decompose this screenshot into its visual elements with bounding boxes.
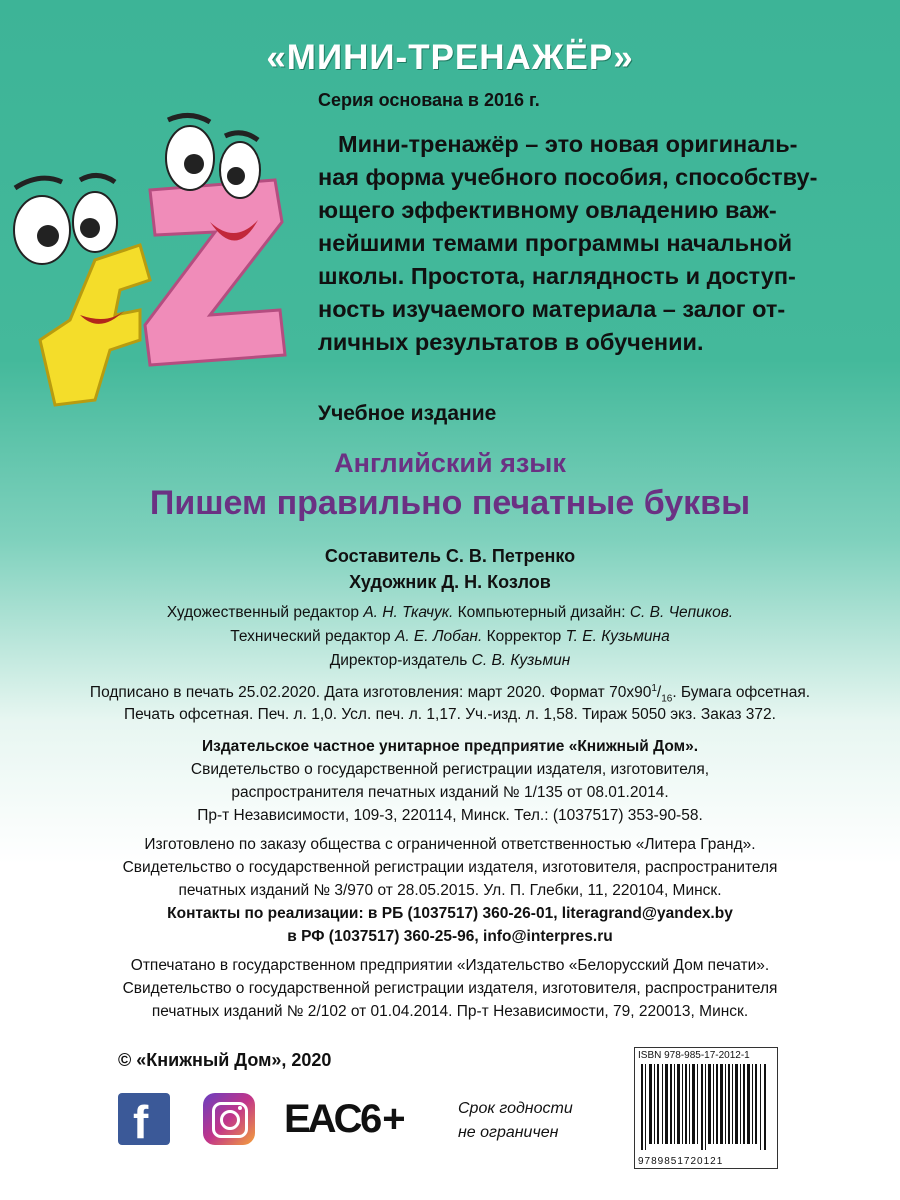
book-title: Пишем правильно печатные буквы [149, 484, 751, 522]
format-superscript: 1 [651, 683, 657, 694]
art-editor-name: А. Н. Ткачук. [363, 604, 454, 621]
publisher-line: Издательское частное унитарное предприятие «Книжный Дом». [201, 738, 698, 755]
print-info-text: Подписано в печать 25.02.2020. Дата изготовления: март 2020. Формат 70x90 [89, 684, 652, 702]
shelf-life [458, 1097, 573, 1145]
letter-characters-illustration [0, 110, 310, 410]
manufacturer-line: печатных изданий № 3/970 от 28.05.2015. Ул. П. Глебки, 11, 220104, Минск. [178, 882, 722, 899]
print-info-text-end: . Бумага офсетная. [672, 684, 811, 702]
manufacturer-line: Изготовлено по заказу общества с ограниченной ответственностью «Литера Гранд». [144, 836, 756, 853]
print-info-line-2: Печать офсетная. Печ. л. 1,0. Усл. печ. л. 1,17. Уч.-изд. л. 1,58. Тираж 5050 экз. Заказ 372. [124, 706, 776, 723]
design-name: С. В. Чепиков. [629, 604, 734, 621]
series-title: «МИНИ-ТРЕНАЖЁР» [266, 38, 634, 77]
intro-paragraph [318, 128, 854, 359]
subject-title: Английский язык [334, 448, 566, 478]
shelf-life-line: Срок годности [458, 1100, 573, 1117]
staff-line-1 [0, 604, 900, 622]
isbn: ISBN 978-985-17-2012-1 [638, 1050, 750, 1061]
eac-mark-text: EAC [284, 1097, 360, 1141]
printer-line: Свидетельство о государственной регистрации издателя, изготовителя, распространителя [122, 980, 778, 997]
printer-line: печатных изданий № 2/102 от 01.04.2014. Пр-т Независимости, 79, 220013, Минск. [151, 1003, 749, 1020]
publisher-line: распространителя печатных изданий № 1/135 от 08.01.2014. [231, 784, 669, 801]
intro-line: школы. Простота, наглядность и доступ- [318, 263, 796, 289]
letter-z-character-icon [145, 115, 285, 365]
contacts-line: Контакты по реализации: в РБ (1037517) 360-26-01, literagrand@yandex.by [167, 905, 733, 922]
artist-credit: Художник Д. Н. Козлов [349, 572, 551, 592]
intro-line: Мини-тренажёр – это новая оригиналь- [338, 131, 798, 157]
publisher-line: Свидетельство о государственной регистрации издателя, изготовителя, [190, 761, 710, 778]
age-rating-icon [360, 1093, 426, 1145]
barcode-bars [641, 1064, 771, 1150]
corrector-name: Т. Е. Кузьмина [565, 628, 670, 645]
letter-f-character-icon [14, 175, 150, 405]
intro-line: нейшими темами программы начальной [318, 230, 793, 256]
director-label: Директор-издатель [329, 652, 468, 669]
barcode-icon [634, 1047, 778, 1169]
eac-mark-icon [284, 1093, 360, 1145]
intro-line: личных результатов в обучении. [318, 329, 704, 355]
corrector-label: Корректор [486, 628, 562, 645]
print-info-line-1: Подписано в печать 25.02.2020. Дата изготовления: март 2020. Формат $70x90^1/_{16}$. Бумага офсетная. [89, 683, 811, 705]
format-subscript: 16 [661, 693, 673, 705]
facebook-icon[interactable]: f [118, 1093, 170, 1145]
intro-line: ная форма учебного пособия, способству- [318, 164, 818, 190]
copyright: © «Книжный Дом», 2020 [118, 1050, 332, 1070]
intro-line: ющего эффективному овладению важ- [318, 197, 777, 223]
design-label: Компьютерный дизайн: [457, 604, 626, 621]
barcode-digits: 9789851720121 [638, 1156, 724, 1167]
compiler-credit: Составитель С. В. Петренко [324, 546, 576, 566]
edition-type: Учебное издание [318, 402, 497, 425]
contacts-line: в РФ (1037517) 360-25-96, info@interpres.ru [287, 928, 613, 945]
intro-line: ность изучаемого материала – залог от- [318, 296, 786, 322]
publisher-line: Пр-т Независимости, 109-3, 220114, Минск. Тел.: (1037517) 353-90-58. [197, 807, 703, 824]
tech-editor-label: Технический редактор [230, 628, 391, 645]
shelf-life-line: не ограничен [458, 1124, 559, 1141]
printer-line: Отпечатано в государственном предприятии «Издательство «Белорусский Дом печати». [130, 957, 770, 974]
tech-editor-name: А. Е. Лобан. [394, 628, 483, 645]
instagram-icon[interactable] [203, 1093, 255, 1145]
age-rating-text: 6+ [360, 1097, 406, 1141]
staff-line-3 [0, 652, 900, 670]
series-founded: Серия основана в 2016 г. [318, 90, 540, 110]
director-name: С. В. Кузьмин [471, 652, 571, 669]
staff-line-2 [0, 628, 900, 646]
art-editor-label: Художественный редактор [166, 604, 360, 621]
manufacturer-line: Свидетельство о государственной регистрации издателя, изготовителя, распространителя [122, 859, 778, 876]
